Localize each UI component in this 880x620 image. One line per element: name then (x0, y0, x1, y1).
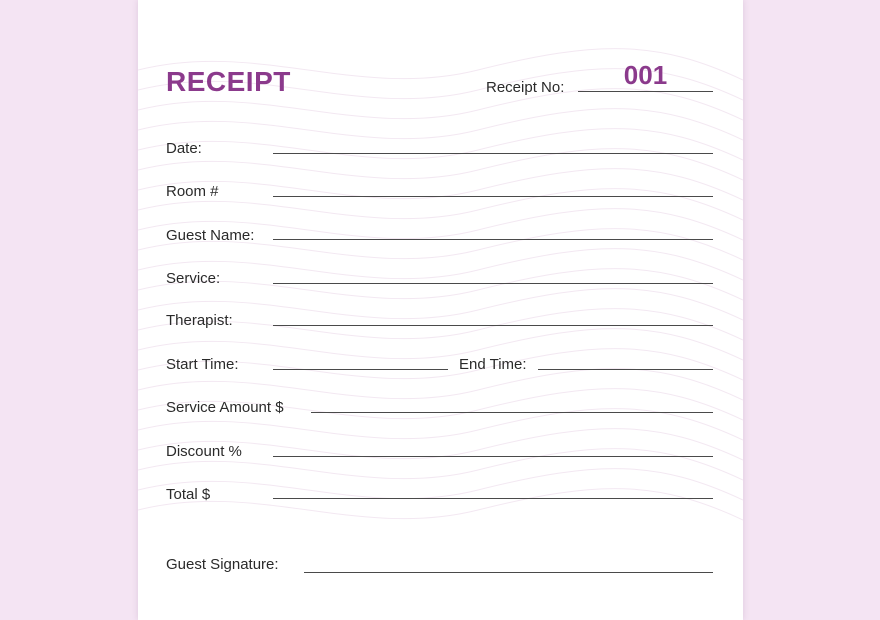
total-field[interactable] (273, 498, 713, 499)
discount-label: Discount % (166, 443, 242, 460)
therapist-field[interactable] (273, 325, 713, 326)
receipt-page (138, 0, 743, 620)
discount-field[interactable] (273, 456, 713, 457)
receipt-title: RECEIPT (166, 66, 291, 97)
total-label: Total $ (166, 486, 211, 503)
therapist-label: Therapist: (166, 312, 233, 329)
receipt-number-label: Receipt No: (486, 79, 565, 96)
start-time-label: Start Time: (166, 356, 239, 373)
start-time-field[interactable] (273, 369, 448, 370)
end-time-field[interactable] (538, 369, 713, 370)
guest-signature-label: Guest Signature: (166, 556, 279, 573)
room-field[interactable] (273, 196, 713, 197)
end-time-label: End Time: (459, 356, 527, 373)
service-amount-field[interactable] (311, 412, 713, 413)
guest-signature-field[interactable] (304, 572, 713, 573)
date-field[interactable] (273, 153, 713, 154)
date-label: Date: (166, 140, 202, 157)
room-label: Room # (166, 183, 219, 200)
receipt-number-value[interactable]: 001 (623, 60, 668, 90)
guest-name-label: Guest Name: (166, 227, 255, 244)
service-amount-label: Service Amount $ (166, 399, 284, 416)
guest-name-field[interactable] (273, 239, 713, 240)
receipt-number-line (578, 91, 713, 92)
decorative-wave-pattern (138, 30, 743, 550)
service-label: Service: (166, 270, 221, 287)
service-field[interactable] (273, 283, 713, 284)
